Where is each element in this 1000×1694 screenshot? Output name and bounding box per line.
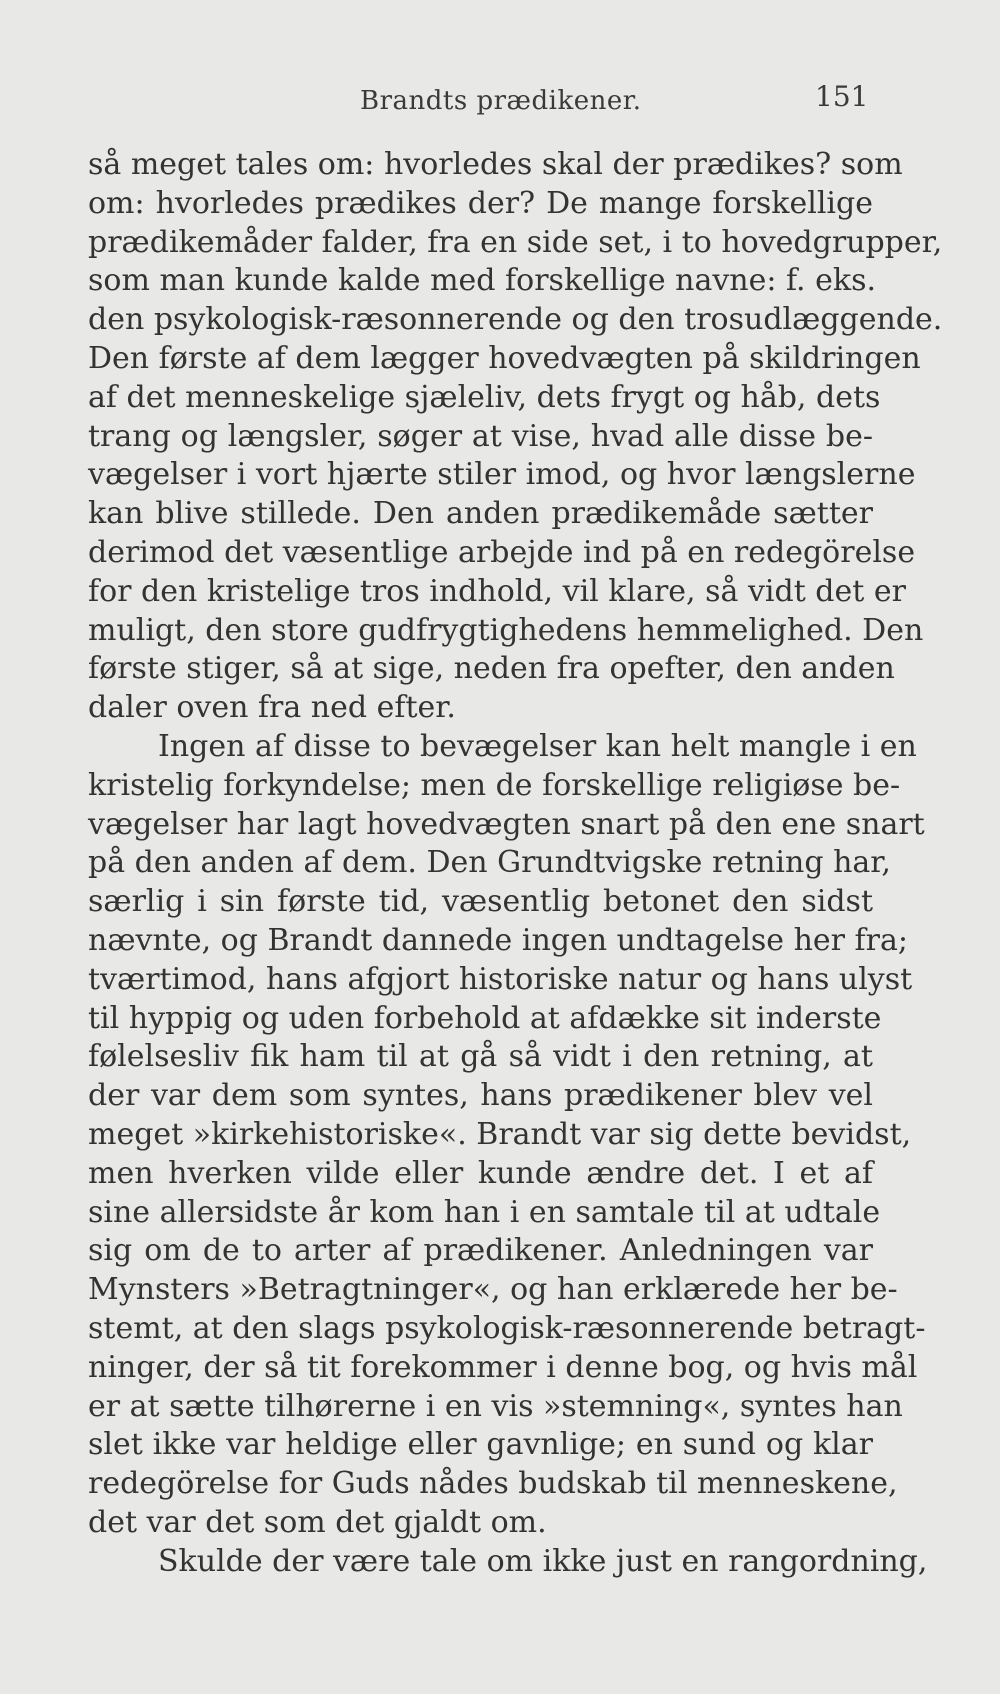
- text-line: ninger, der så tit forekommer i denne bog, og hvis mål: [88, 1349, 918, 1385]
- text-line: stemt, at den slags psykologisk-ræsonnerende betragt-: [88, 1310, 926, 1346]
- text-line: følelsesliv fik ham til at gå så vidt i den retning, at: [88, 1039, 873, 1075]
- text-line: slet ikke var heldige eller gavnlige; en sund og klar: [88, 1427, 873, 1463]
- body-text: [88, 146, 943, 1581]
- text-line: men hverken vilde eller kunde ændre det. I et af: [88, 1155, 873, 1191]
- text-line: så meget tales om: hvorledes skal der prædikes? som: [88, 147, 903, 182]
- paragraph-end-line: daler oven fra ned efter.: [88, 690, 456, 726]
- text-line: som man kunde kalde med forskellige navne: f. eks.: [88, 263, 876, 299]
- text-line: nævnte, og Brandt dannede ingen undtagelse her fra;: [88, 922, 908, 958]
- text-line: kan blive stillede. Den anden prædikemåde sætter: [88, 496, 873, 532]
- text-line: redegörelse for Guds nådes budskab til menneskene,: [88, 1466, 898, 1502]
- text-line: er at sætte tilhørerne i en vis »stemning«, syntes han: [88, 1388, 903, 1424]
- text-line: af det menneskelige sjæleliv, dets frygt og håb, dets: [88, 379, 881, 415]
- text-line: tværtimod, hans afgjort historiske natur og hans ulyst: [88, 961, 913, 997]
- text-line: om: hvorledes prædikes der? De mange forskellige: [88, 185, 873, 221]
- paragraph-start-line: Skulde der være tale om ikke just en rangordning,: [158, 1543, 928, 1579]
- text-line: kristelig forkyndelse; men de forskellige religiøse be-: [88, 767, 901, 803]
- text-line: meget »kirkehistoriske«. Brandt var sig dette bevidst,: [88, 1116, 912, 1152]
- text-line: sig om de to arter af prædikener. Anledningen var: [88, 1233, 873, 1269]
- text-line: til hyppig og uden forbehold at afdække sit inderste: [88, 1000, 882, 1036]
- text-line: der var dem som syntes, hans prædikener blev vel: [88, 1078, 873, 1114]
- text-line: den psykologisk-ræsonnerende og den trosudlæggende.: [88, 302, 943, 338]
- running-head-title: Brandts prædikener.: [360, 86, 642, 116]
- text-line: særlig i sin første tid, væsentlig betonet den sidst: [88, 884, 873, 920]
- text-line: Den første af dem lægger hovedvægten på skildringen: [88, 340, 921, 376]
- text-line: første stiger, så at sige, neden fra opefter, den anden: [88, 651, 895, 687]
- running-head: [0, 80, 1000, 120]
- page-number: 151: [815, 80, 869, 113]
- text-line: Mynsters »Betragtninger«, og han erklærede her be-: [88, 1272, 898, 1308]
- text-line: prædikemåder falder, fra en side set, i to hovedgrupper,: [88, 224, 943, 260]
- text-line: vægelser har lagt hovedvægten snart på den ene snart: [88, 806, 925, 842]
- text-line: for den kristelige tros indhold, vil klare, så vidt det er: [88, 573, 906, 609]
- paragraph-start-line: Ingen af disse to bevægelser kan helt mangle i en: [158, 728, 917, 764]
- text-line: trang og længsler, søger at vise, hvad alle disse be-: [88, 418, 873, 454]
- text-line: på den anden af dem. Den Grundtvigske retning har,: [88, 845, 891, 881]
- text-line: derimod det væsentlige arbejde ind på en redegörelse: [88, 534, 916, 570]
- paragraph-end-line: det var det som det gjaldt om.: [88, 1504, 547, 1540]
- text-line: vægelser i vort hjærte stiler imod, og hvor længslerne: [88, 457, 916, 493]
- text-line: sine allersidste år kom han i en samtale til at udtale: [88, 1194, 881, 1230]
- text-line: muligt, den store gudfrygtighedens hemmelighed. Den: [88, 612, 924, 648]
